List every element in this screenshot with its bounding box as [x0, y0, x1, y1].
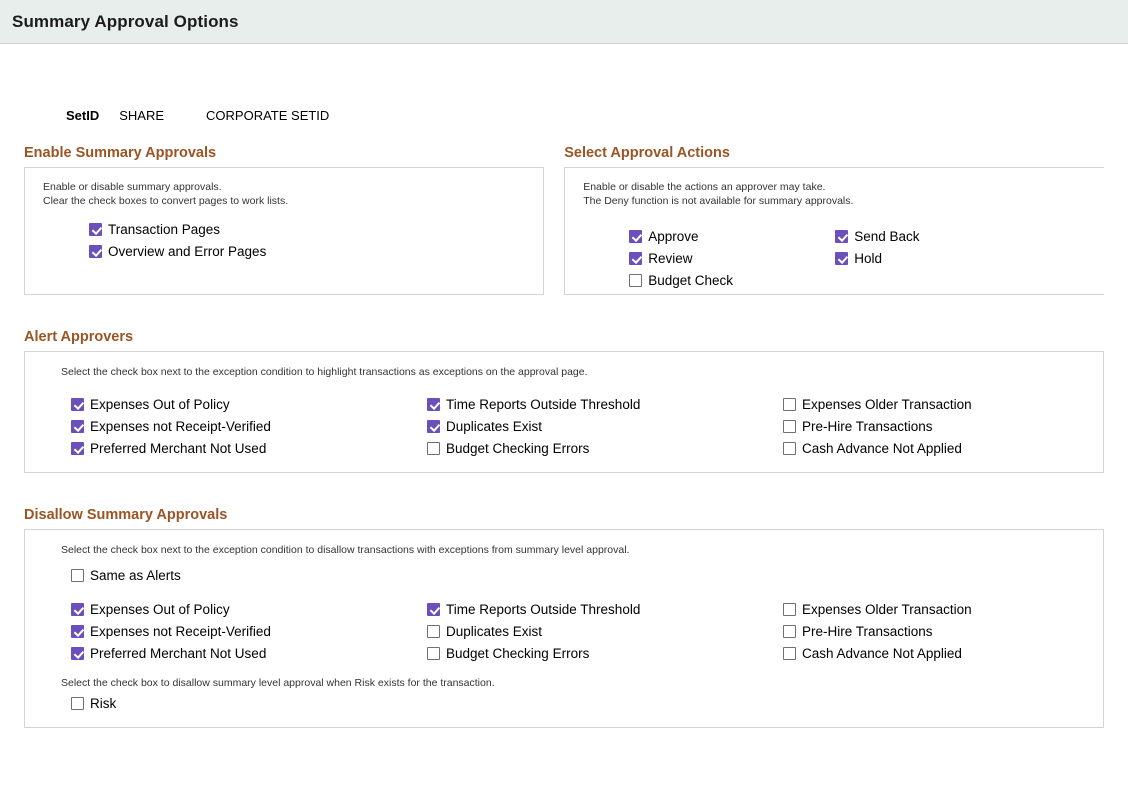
checkbox-label-budget-check: Budget Check — [648, 273, 734, 288]
checkbox-row-alert-expenses-not-receipt-verified[interactable] — [71, 419, 427, 434]
disallow-column-b — [427, 595, 783, 661]
select-approval-actions-panel — [564, 167, 1104, 295]
checkbox-row-alert-expenses-older-transaction[interactable] — [783, 397, 1083, 412]
disallow-column-c — [783, 595, 1083, 661]
actions-checkbox-group — [629, 222, 1086, 288]
alert-approvers-note: Select the check box next to the exception condition to highlight transactions as exceptions on the approval page. — [61, 366, 588, 378]
checkbox-send-back[interactable] — [835, 230, 848, 243]
checkbox-row-disallow-duplicates-exist[interactable] — [427, 624, 783, 639]
disallow-grid — [71, 595, 1085, 661]
checkbox-row-alert-budget-checking-errors[interactable] — [427, 441, 783, 456]
checkbox-label-disallow-expenses-not-receipt-verified: Expenses not Receipt-Verified — [90, 624, 271, 639]
actions-column-a — [629, 222, 835, 288]
checkbox-approve[interactable] — [629, 230, 642, 243]
checkbox-disallow-expenses-not-receipt-verified[interactable] — [71, 625, 84, 638]
checkbox-label-alert-budget-checking-errors: Budget Checking Errors — [446, 441, 590, 456]
disallow-summary-approvals-panel — [24, 529, 1104, 728]
alert-approvers-panel — [24, 351, 1104, 473]
checkbox-row-disallow-preferred-merchant-not-used[interactable] — [71, 646, 427, 661]
checkbox-disallow-expenses-older-transaction[interactable] — [783, 603, 796, 616]
checkbox-label-disallow-budget-checking-errors: Budget Checking Errors — [446, 646, 590, 661]
checkbox-row-alert-preferred-merchant-not-used[interactable] — [71, 441, 427, 456]
checkbox-alert-preferred-merchant-not-used[interactable] — [71, 442, 84, 455]
checkbox-label-transaction-pages: Transaction Pages — [108, 222, 221, 237]
checkbox-row-alert-expenses-out-of-policy[interactable] — [71, 397, 427, 412]
checkbox-label-disallow-pre-hire-transactions: Pre-Hire Transactions — [802, 624, 933, 639]
checkbox-label-disallow-expenses-older-transaction: Expenses Older Transaction — [802, 602, 972, 617]
checkbox-alert-duplicates-exist[interactable] — [427, 420, 440, 433]
disallow-summary-approvals-title: Disallow Summary Approvals — [24, 507, 228, 523]
page-title: Summary Approval Options — [12, 11, 239, 31]
checkbox-label-approve: Approve — [648, 229, 699, 244]
checkbox-row-review[interactable] — [629, 251, 835, 266]
alert-column-a — [71, 390, 427, 456]
alert-approvers-section — [24, 329, 1104, 473]
checkbox-label-disallow-time-reports-outside-threshold: Time Reports Outside Threshold — [446, 602, 641, 617]
setid-label: SetID — [66, 108, 100, 123]
checkbox-disallow-cash-advance-not-applied[interactable] — [783, 647, 796, 660]
checkbox-row-disallow-budget-checking-errors[interactable] — [427, 646, 783, 661]
alert-column-b — [427, 390, 783, 456]
checkbox-label-alert-preferred-merchant-not-used: Preferred Merchant Not Used — [90, 441, 267, 456]
alert-approvers-title: Alert Approvers — [24, 329, 134, 345]
disallow-summary-approvals-section — [24, 507, 1104, 728]
risk-group — [71, 696, 1085, 711]
setid-description: CORPORATE SETID — [206, 108, 330, 123]
checkbox-disallow-budget-checking-errors[interactable] — [427, 647, 440, 660]
enable-note-line2: Clear the check boxes to convert pages to work lists. — [43, 195, 289, 207]
checkbox-label-alert-expenses-not-receipt-verified: Expenses not Receipt-Verified — [90, 419, 271, 434]
checkbox-alert-time-reports-outside-threshold[interactable] — [427, 398, 440, 411]
alert-column-c — [783, 390, 1083, 456]
checkbox-row-alert-pre-hire-transactions[interactable] — [783, 419, 1083, 434]
checkbox-row-disallow-expenses-not-receipt-verified[interactable] — [71, 624, 427, 639]
checkbox-row-disallow-cash-advance-not-applied[interactable] — [783, 646, 1083, 661]
page-header — [0, 0, 1128, 44]
top-sections — [24, 145, 1104, 295]
disallow-column-a — [71, 595, 427, 661]
checkbox-row-overview-and-error-pages[interactable] — [89, 244, 525, 259]
select-approval-actions-section — [564, 145, 1104, 295]
checkbox-label-alert-pre-hire-transactions: Pre-Hire Transactions — [802, 419, 933, 434]
checkbox-label-alert-expenses-older-transaction: Expenses Older Transaction — [802, 397, 972, 412]
checkbox-label-alert-time-reports-outside-threshold: Time Reports Outside Threshold — [446, 397, 641, 412]
actions-note-line1: Enable or disable the actions an approver may take. — [583, 181, 826, 193]
checkbox-alert-expenses-out-of-policy[interactable] — [71, 398, 84, 411]
enable-note-line1: Enable or disable summary approvals. — [43, 181, 222, 193]
checkbox-disallow-expenses-out-of-policy[interactable] — [71, 603, 84, 616]
checkbox-label-disallow-duplicates-exist: Duplicates Exist — [446, 624, 543, 639]
checkbox-row-alert-duplicates-exist[interactable] — [427, 419, 783, 434]
checkbox-row-disallow-expenses-older-transaction[interactable] — [783, 602, 1083, 617]
checkbox-risk[interactable] — [71, 697, 84, 710]
checkbox-label-overview-and-error-pages: Overview and Error Pages — [108, 244, 267, 259]
checkbox-label-risk: Risk — [90, 696, 117, 711]
checkbox-alert-budget-checking-errors[interactable] — [427, 442, 440, 455]
disallow-note: Select the check box next to the exception condition to disallow transactions with exceptions from summary level approval. — [61, 544, 630, 556]
page-content — [0, 108, 1128, 728]
checkbox-row-same-as-alerts[interactable] — [71, 568, 1085, 583]
checkbox-disallow-preferred-merchant-not-used[interactable] — [71, 647, 84, 660]
checkbox-label-disallow-cash-advance-not-applied: Cash Advance Not Applied — [802, 646, 962, 661]
select-approval-actions-title: Select Approval Actions — [564, 145, 730, 161]
checkbox-row-transaction-pages[interactable] — [89, 222, 525, 237]
enable-checkbox-group — [89, 222, 525, 259]
checkbox-alert-expenses-not-receipt-verified[interactable] — [71, 420, 84, 433]
checkbox-alert-cash-advance-not-applied[interactable] — [783, 442, 796, 455]
checkbox-label-alert-expenses-out-of-policy: Expenses Out of Policy — [90, 397, 230, 412]
checkbox-label-alert-duplicates-exist: Duplicates Exist — [446, 419, 543, 434]
setid-row — [66, 108, 1104, 123]
checkbox-label-alert-cash-advance-not-applied: Cash Advance Not Applied — [802, 441, 962, 456]
checkbox-label-hold: Hold — [854, 251, 882, 266]
checkbox-disallow-duplicates-exist[interactable] — [427, 625, 440, 638]
checkbox-row-disallow-expenses-out-of-policy[interactable] — [71, 602, 427, 617]
checkbox-label-disallow-preferred-merchant-not-used: Preferred Merchant Not Used — [90, 646, 267, 661]
checkbox-label-review: Review — [648, 251, 693, 266]
enable-summary-approvals-panel — [24, 167, 544, 295]
checkbox-row-disallow-time-reports-outside-threshold[interactable] — [427, 602, 783, 617]
checkbox-disallow-pre-hire-transactions[interactable] — [783, 625, 796, 638]
enable-summary-approvals-section — [24, 145, 544, 295]
checkbox-same-as-alerts[interactable] — [71, 569, 84, 582]
checkbox-transaction-pages[interactable] — [89, 223, 102, 236]
alert-approvers-grid — [71, 390, 1085, 456]
checkbox-label-same-as-alerts: Same as Alerts — [90, 568, 181, 583]
same-as-alerts-group — [71, 568, 1085, 583]
checkbox-hold[interactable] — [835, 252, 848, 265]
checkbox-disallow-time-reports-outside-threshold[interactable] — [427, 603, 440, 616]
checkbox-row-alert-cash-advance-not-applied[interactable] — [783, 441, 1083, 456]
checkbox-label-disallow-expenses-out-of-policy: Expenses Out of Policy — [90, 602, 230, 617]
checkbox-review[interactable] — [629, 252, 642, 265]
checkbox-row-approve[interactable] — [629, 229, 835, 244]
enable-summary-approvals-title: Enable Summary Approvals — [24, 145, 217, 161]
checkbox-overview-and-error-pages[interactable] — [89, 245, 102, 258]
checkbox-row-send-back[interactable] — [835, 229, 1035, 244]
checkbox-row-budget-check[interactable] — [629, 273, 835, 288]
checkbox-label-send-back: Send Back — [854, 229, 920, 244]
checkbox-alert-expenses-older-transaction[interactable] — [783, 398, 796, 411]
checkbox-row-risk[interactable] — [71, 696, 1085, 711]
checkbox-budget-check[interactable] — [629, 274, 642, 287]
checkbox-row-alert-time-reports-outside-threshold[interactable] — [427, 397, 783, 412]
risk-note: Select the check box to disallow summary level approval when Risk exists for the transaction. — [61, 677, 495, 689]
checkbox-row-disallow-pre-hire-transactions[interactable] — [783, 624, 1083, 639]
actions-note-line2: The Deny function is not available for summary approvals. — [583, 195, 854, 207]
setid-value: SHARE — [119, 108, 165, 123]
actions-column-b — [835, 222, 1035, 288]
checkbox-row-hold[interactable] — [835, 251, 1035, 266]
checkbox-alert-pre-hire-transactions[interactable] — [783, 420, 796, 433]
